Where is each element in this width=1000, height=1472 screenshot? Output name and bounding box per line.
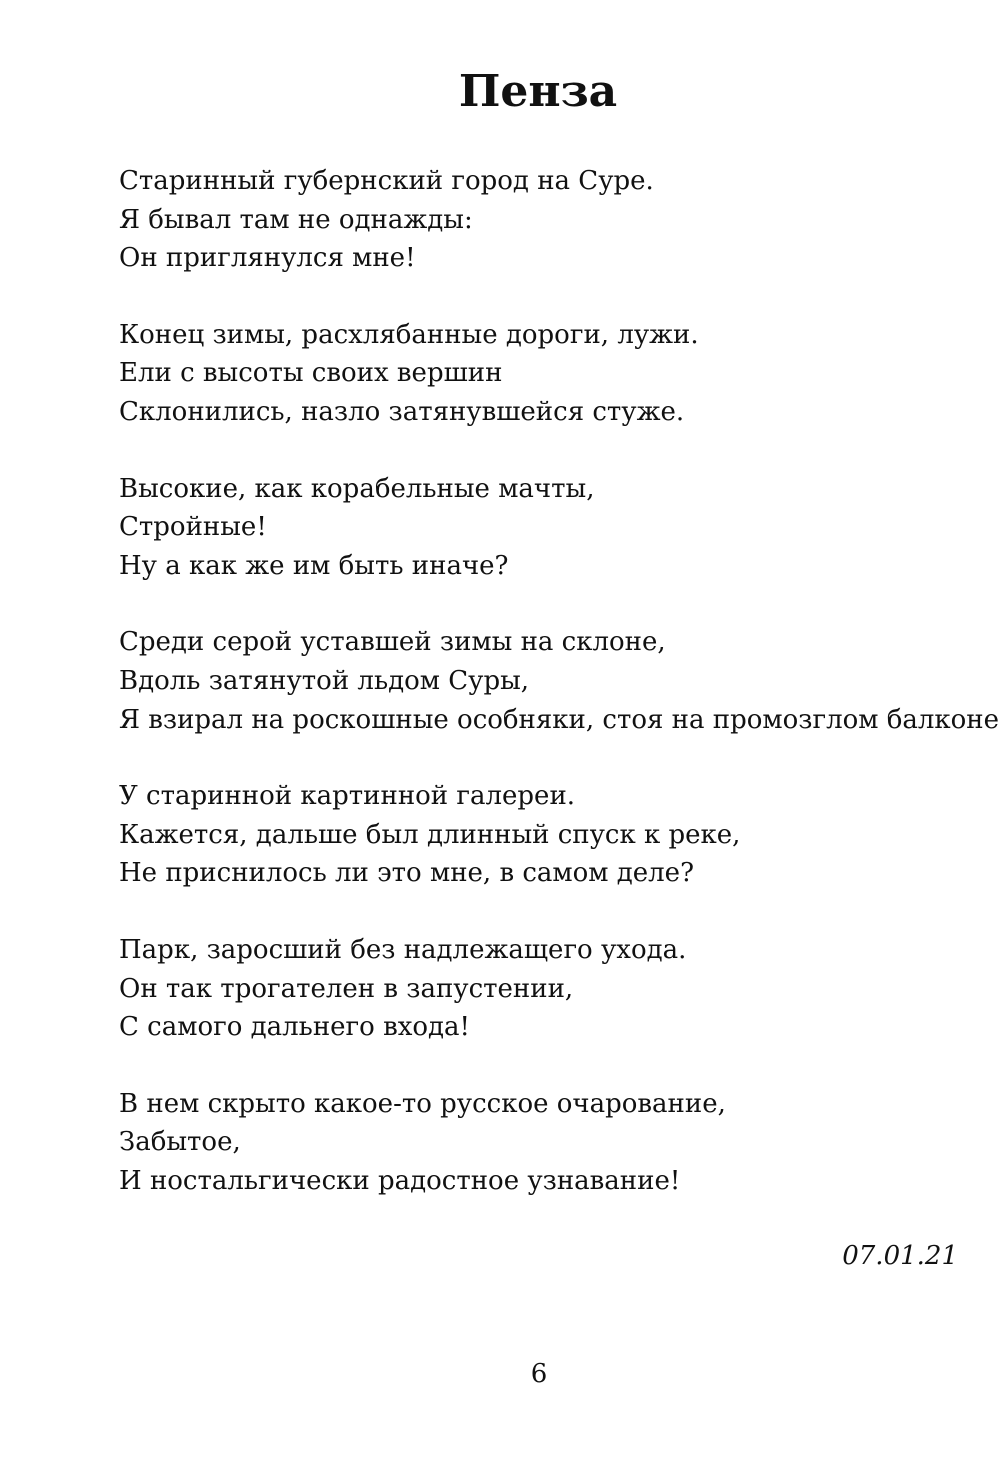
- poem-line: И ностальгически радостное узнавание!: [119, 1165, 681, 1196]
- stanza: [119, 470, 979, 586]
- stanza: [119, 316, 979, 432]
- stanza: [119, 162, 979, 278]
- poem-title: Пенза: [458, 66, 618, 117]
- poem-body: [119, 162, 1000, 1238]
- poem-line: Я бывал там не однажды:: [119, 204, 473, 235]
- poem-line: В нем скрыто какое-то русское очарование,: [119, 1088, 726, 1119]
- poem-line: Старинный губернский город на Суре.: [119, 166, 654, 196]
- stanza: [119, 623, 1000, 739]
- stanza: [119, 1085, 979, 1201]
- stanza: [119, 777, 979, 893]
- poem-date: 07.01.21: [842, 1241, 958, 1271]
- poem-line: Ели с высоты своих вершин: [119, 358, 503, 389]
- poem-line: С самого дальнего входа!: [119, 1012, 470, 1043]
- poem-line: Склонились, назло затянувшейся стуже.: [119, 396, 685, 427]
- poem-line: Ну а как же им быть иначе?: [119, 550, 509, 581]
- poem-line: Высокие, как корабельные мачты,: [119, 473, 595, 504]
- poem-line: Не приснилось ли это мне, в самом деле?: [119, 858, 695, 889]
- poem-line: Вдоль затянутой льдом Суры,: [119, 665, 530, 696]
- poem-line: Он так трогателен в запустении,: [119, 973, 574, 1004]
- poem-line: Забытое,: [119, 1127, 241, 1158]
- stanza: [119, 931, 979, 1047]
- poem-line: Кажется, дальше был длинный спуск к реке,: [119, 819, 741, 850]
- poem-line: Я взирал на роскошные особняки, стоя на промозглом балконе: [119, 704, 1000, 735]
- page-number: 6: [530, 1359, 548, 1389]
- poem-line: У старинной картинной галереи.: [119, 781, 576, 812]
- poem-line: Парк, заросший без надлежащего ухода.: [119, 934, 687, 965]
- poem-line: Стройные!: [119, 512, 267, 543]
- poem-line: Он приглянулся мне!: [119, 243, 416, 274]
- poem-line: Конец зимы, расхлябанные дороги, лужи.: [119, 319, 699, 350]
- poem-line: Среди серой уставшей зимы на склоне,: [119, 627, 666, 658]
